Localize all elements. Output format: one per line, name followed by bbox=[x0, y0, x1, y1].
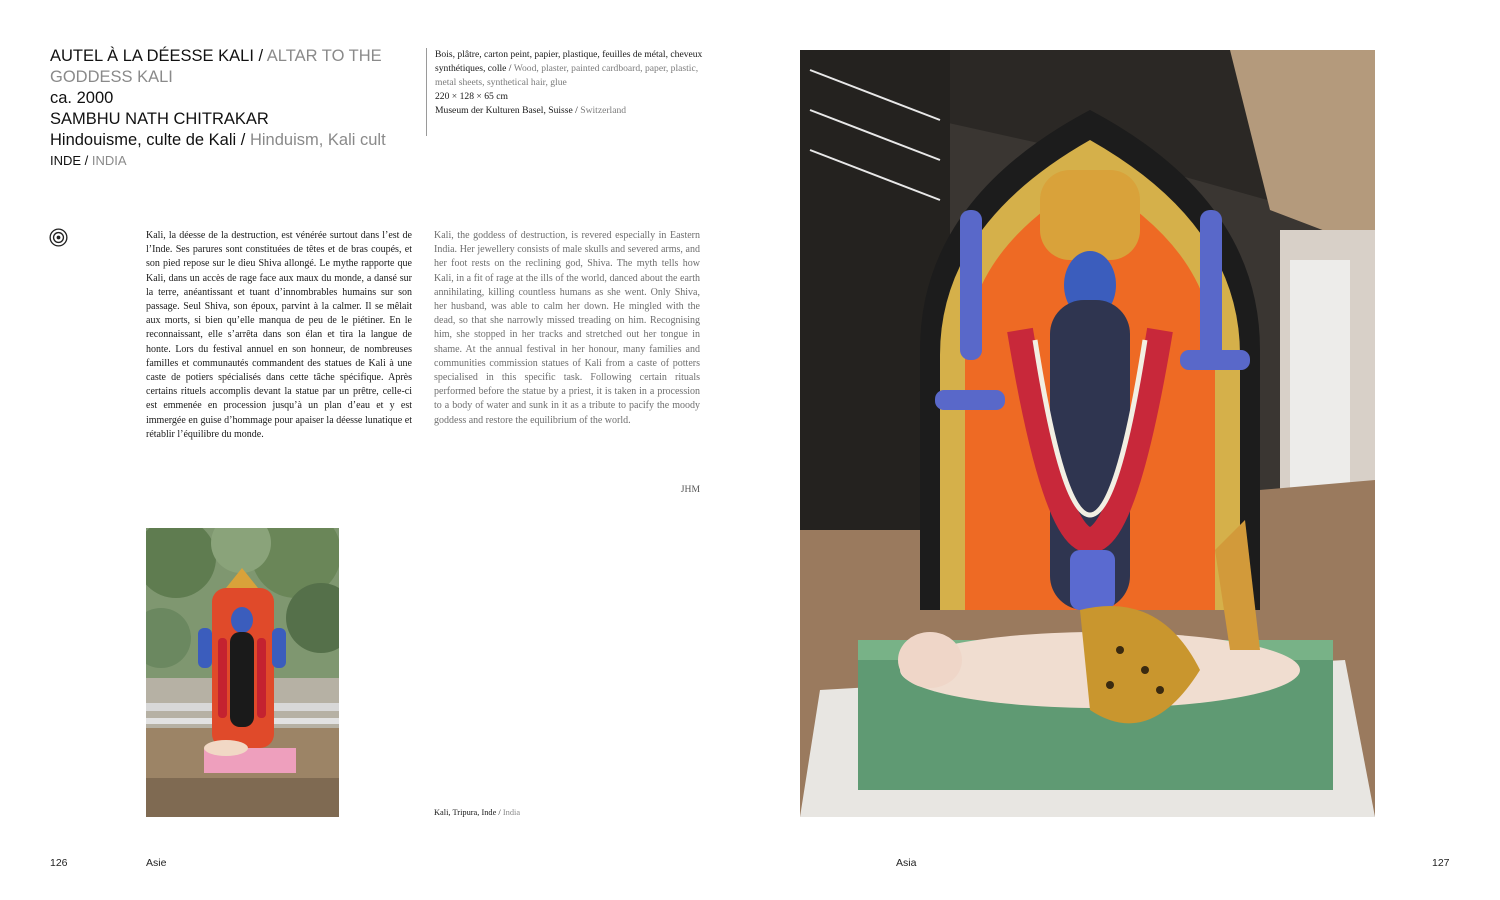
target-icon bbox=[49, 228, 68, 247]
artist-name: SAMBHU NATH CHITRAKAR bbox=[50, 110, 269, 128]
section-left: Asie bbox=[146, 857, 167, 869]
title-en-line-2: GODDESS KALI bbox=[50, 68, 173, 86]
title-block bbox=[50, 46, 420, 171]
page-number-left: 126 bbox=[50, 857, 68, 869]
page-number-right: 127 bbox=[1432, 857, 1450, 869]
photo-caption bbox=[434, 808, 520, 817]
caption-en: India bbox=[502, 808, 521, 817]
religion bbox=[50, 130, 420, 151]
object-metadata bbox=[426, 48, 715, 136]
materials-fr: Bois, plâtre, carton peint, papier, plastique, feuilles de métal, cheveux synthétiques, colle / bbox=[435, 49, 703, 74]
object-title bbox=[50, 46, 420, 67]
dimensions: 220 × 128 × 65 cm bbox=[435, 91, 508, 102]
object-date: ca. 2000 bbox=[50, 89, 114, 107]
museum-fr: Museum der Kulturen Basel, Suisse / bbox=[435, 105, 578, 116]
body-text-french: Kali, la déesse de la destruction, est vénérée surtout dans l’est de l’Inde. Ses parures sont constituées de têtes et de bras coupés, et son pied repose sur le dieu Shiva allongé. Le mythe rapporte que Kali, dans un accès de rage face aux maux du monde, a dansé sur la terre, anéantissant et tuant d’innombrables humains sur son passage. Seul Shiva, son époux, parvint à la calmer. Il se mêlait aux morts, si bien qu’elle manqua de peu de le piétiner. En le reconnaissant, elle s’arrêta dans son élan et tira la langue de honte. Lors du festival annuel en son honneur, de nombreuses familles et communautés commandent des statues de Kali à une caste de potiers spécialisés dans cette tâche spécifique. Après certains rituels accomplis devant la statue par un prêtre, celle-ci est emmenée en procession jusqu’à un plan d’eau et y est immergée en guise d’hommage pour apaiser la déesse lunatique et rétablir l’équilibre du monde. bbox=[146, 230, 412, 440]
materials-en: Wood, plaster, painted cardboard, paper, plastic, metal sheets, synthetical hair, glue bbox=[435, 63, 699, 88]
country-en: INDIA bbox=[91, 153, 127, 168]
religion-en: Hinduism, Kali cult bbox=[249, 131, 386, 149]
museum-en: Switzerland bbox=[580, 105, 627, 116]
photo-kali-tripura bbox=[146, 528, 339, 817]
country bbox=[50, 151, 420, 171]
caption-fr: Kali, Tripura, Inde / bbox=[434, 808, 501, 817]
title-fr: AUTEL À LA DÉESSE KALI / bbox=[50, 47, 264, 65]
country-fr: INDE / bbox=[50, 153, 89, 168]
museum bbox=[435, 104, 715, 118]
materials bbox=[435, 48, 715, 90]
author-initials: JHM bbox=[680, 484, 700, 495]
body-text-english: Kali, the goddess of destruction, is revered especially in Eastern India. Her jewellery consists of male skulls and severed arms, and her foot rests on the reclining god, Shiva. The myth tells how Kali, in a fit of rage at the ills of the world, danced about the earth annihilating, killing countless humans as she went. Only Shiva, her husband, was able to calm her down. He mingled with the dead, so that she narrowly missed treading on him. Recognising him, she stopped in her tracks and stretched out her tongue in shame. At the annual festival in her honour, many families and communities commission statues of Kali from a caste of potters specialised in this specific task. Following certain rituals performed before the statue by a priest, it is taken in a procession to a body of water and sunk in it as a tribute to pacify the moody goddess and restore the equilibrium of the world. bbox=[434, 230, 700, 426]
section-right: Asia bbox=[896, 857, 917, 869]
photo-altar-kali bbox=[800, 50, 1375, 817]
title-en-line-1: ALTAR TO THE bbox=[266, 47, 382, 65]
religion-fr: Hindouisme, culte de Kali / bbox=[50, 131, 246, 149]
